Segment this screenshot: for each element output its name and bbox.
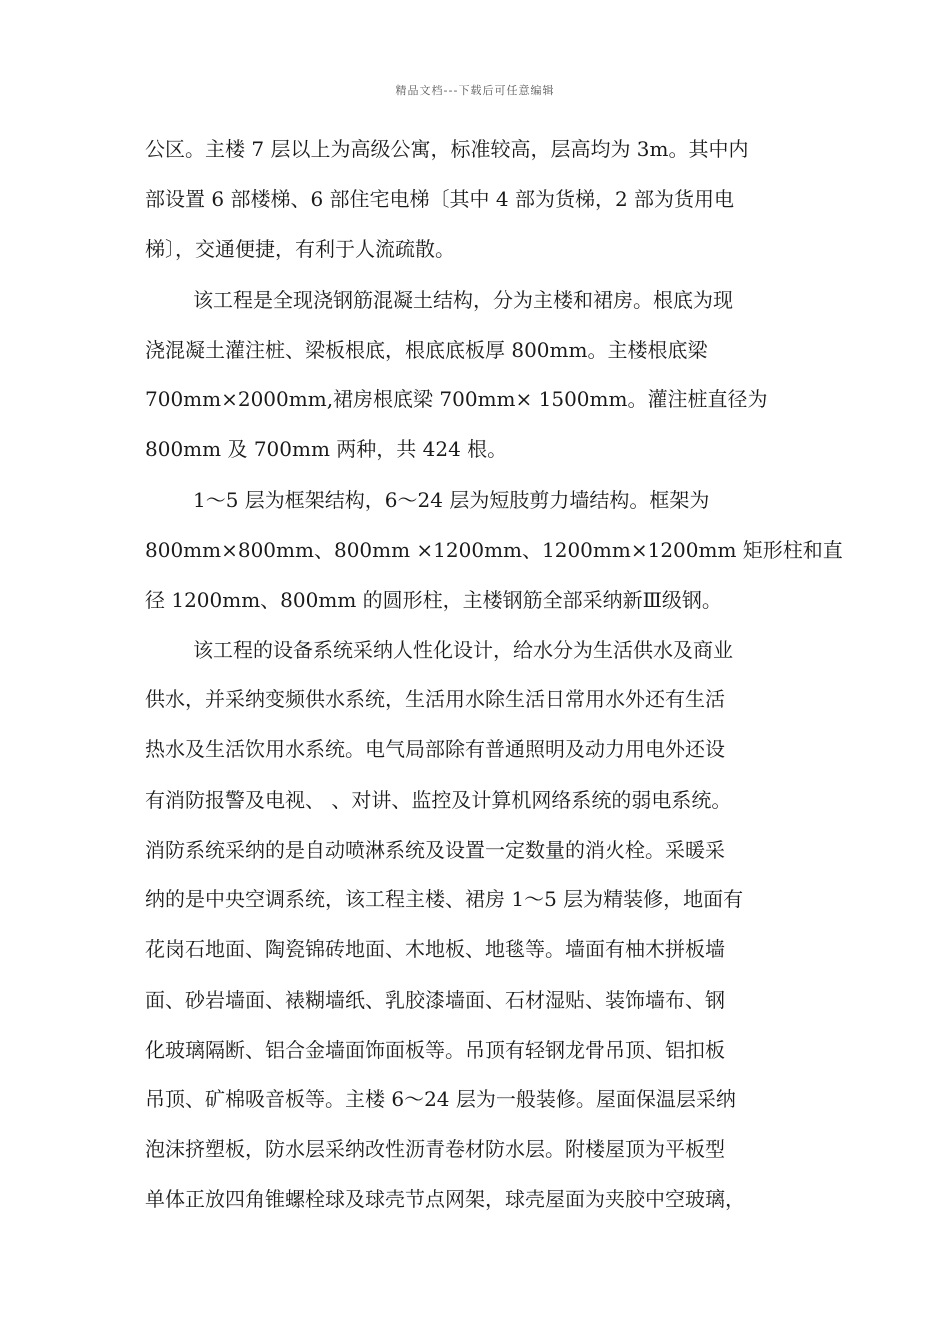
text-line: 1～5 层为框架结构，6～24 层为短肢剪力墙结构。框架为 [193, 488, 710, 512]
text-line: 面、砂岩墙面、裱糊墙纸、乳胶漆墙面、石材湿贴、装饰墙布、钢 [145, 988, 725, 1012]
text-line: 部设置 6 部楼梯、6 部住宅电梯〔其中 4 部为货梯，2 部为货用电 [145, 187, 735, 211]
text-line: 梯〕，交通便捷，有利于人流疏散。 [145, 237, 455, 261]
text-line: 泡沫挤塑板，防水层采纳改性沥青卷材防水层。附楼屋顶为平板型 [145, 1137, 725, 1161]
text-line: 公区。主楼 7 层以上为高级公寓，标准较高，层高均为 3m。其中内 [145, 137, 749, 161]
text-line: 花岗石地面、陶瓷锦砖地面、木地板、地毯等。墙面有柚木拼板墙 [145, 937, 725, 961]
text-line: 800mm 及 700mm 两种，共 424 根。 [145, 437, 508, 461]
text-line: 消防系统采纳的是自动喷淋系统及设置一定数量的消火栓。采暖采 [145, 838, 725, 862]
text-line: 800mm×800mm、800mm ×1200mm、1200mm×1200mm 矩形柱和直 [145, 538, 843, 562]
text-line: 该工程是全现浇钢筋混凝土结构，分为主楼和裙房。根底为现 [193, 288, 733, 312]
text-line: 有消防报警及电视、 、对讲、监控及计算机网络系统的弱电系统。 [145, 788, 732, 812]
text-line: 供水，并采纳变频供水系统，生活用水除生活日常用水外还有生活 [145, 687, 725, 711]
text-line: 700mm×2000mm,裙房根底梁 700mm× 1500mm。灌注桩直径为 [145, 387, 768, 411]
text-line: 纳的是中央空调系统，该工程主楼、裙房 1～5 层为精装修，地面有 [145, 887, 744, 911]
text-line: 吊顶、矿棉吸音板等。主楼 6～24 层为一般装修。屋面保温层采纳 [145, 1087, 736, 1111]
text-line: 单体正放四角锥螺栓球及球壳节点网架，球壳屋面为夹胶中空玻璃， [145, 1187, 745, 1211]
text-line: 浇混凝土灌注桩、梁板根底，根底底板厚 800mm。主楼根底梁 [145, 338, 708, 362]
text-line: 该工程的设备系统采纳人性化设计，给水分为生活供水及商业 [193, 638, 733, 662]
text-line: 化玻璃隔断、铝合金墙面饰面板等。吊顶有轻钢龙骨吊顶、铝扣板 [145, 1038, 725, 1062]
text-line: 径 1200mm、800mm 的圆形柱，主楼钢筋全部采纳新Ⅲ级钢。 [145, 588, 722, 612]
page-header: 精品文档---下载后可任意编辑 [395, 84, 555, 97]
text-line: 热水及生活饮用水系统。电气局部除有普通照明及动力用电外还设 [145, 737, 725, 761]
